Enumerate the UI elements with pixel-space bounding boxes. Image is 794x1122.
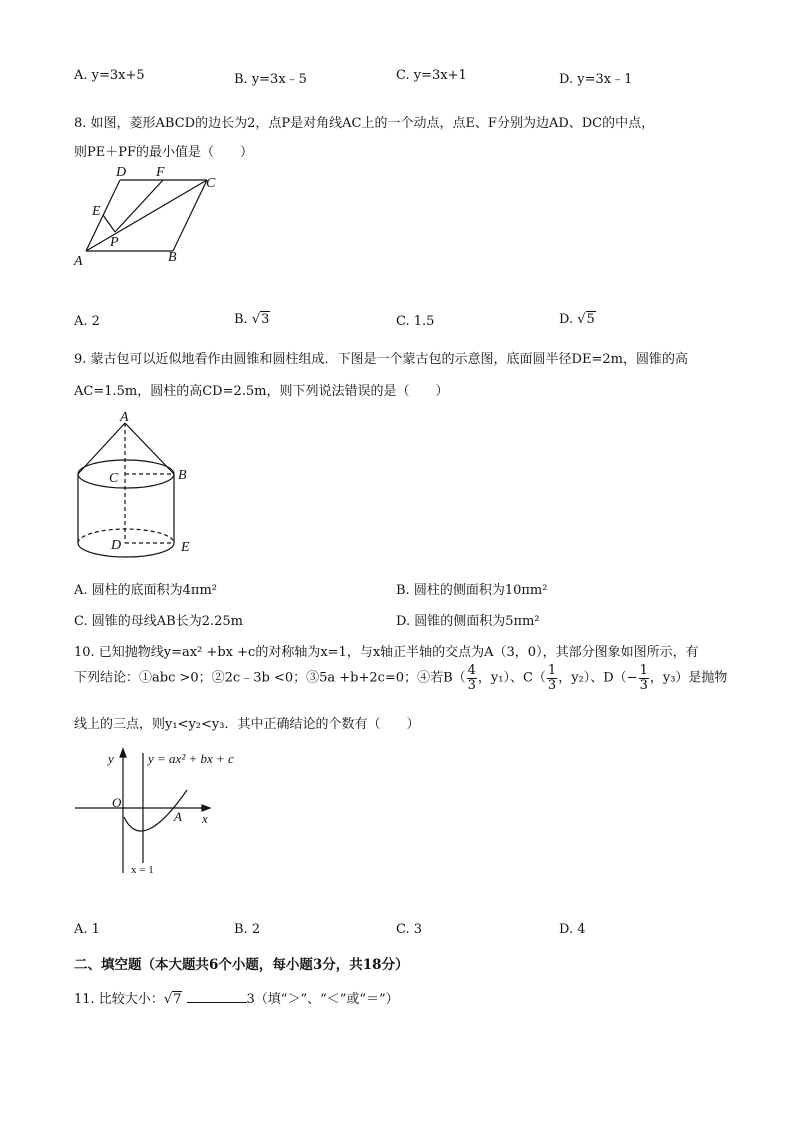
q10-frac-c: $\frac{1}{3}$ xyxy=(547,663,557,693)
q10-line2-part-a: 下列结论：①abc >0；②2c﹣3b <0；③5a +b+2c=0；④若B（ xyxy=(74,670,466,686)
q9-label-a: A xyxy=(120,410,129,425)
q8-option-d-sqrt: √5 xyxy=(577,312,595,327)
q9-label-b: B xyxy=(178,468,187,483)
q10-line2-part-c: ，y₂）、D（− xyxy=(558,670,638,686)
q10-stem-line2 xyxy=(74,664,727,692)
q10-label-equation: y = ax² + bx + c xyxy=(148,751,234,766)
q10-option-a[interactable]: A. 1 xyxy=(74,922,100,937)
q8-label-e: E xyxy=(92,204,101,219)
q9-label-c: C xyxy=(109,471,119,486)
q8-option-b[interactable] xyxy=(234,312,270,327)
q8-label-d: D xyxy=(116,165,127,180)
q11-answer-blank[interactable] xyxy=(187,990,247,1003)
q8-label-p: P xyxy=(110,235,119,250)
q7-option-c[interactable]: C. y=3x+1 xyxy=(396,68,467,83)
q8-label-a: A xyxy=(74,254,83,269)
q7-option-b[interactable]: B. y=3x﹣5 xyxy=(234,72,307,87)
q8-stem-line1: 8. 如图，菱形ABCD的边长为2，点P是对角线AC上的一个动点，点E、F分别为边AD、DC的中点， xyxy=(74,116,655,131)
q11-suffix: 3（填“＞”、“＜”或“＝”） xyxy=(246,992,399,1007)
q7-option-a[interactable]: A. y=3x+5 xyxy=(74,68,145,83)
q10-parabola-figure xyxy=(70,745,250,880)
q10-option-d[interactable]: D. 4 xyxy=(559,922,586,937)
q10-label-y: y xyxy=(108,751,114,766)
q9-label-d: D xyxy=(111,538,122,553)
q8-option-c[interactable]: C. 1.5 xyxy=(396,314,435,329)
q9-yurt-figure xyxy=(68,405,208,565)
q10-label-x: x xyxy=(202,811,208,826)
q9-option-d[interactable]: D. 圆锥的侧面积为5πm² xyxy=(396,614,540,629)
section-2-heading: 二、填空题（本大题共6个小题，每小题3分，共18分） xyxy=(74,957,409,973)
q8-option-b-prefix: B. xyxy=(234,312,252,327)
q10-stem-line3: 线上的三点，则y₁<y₂<y₃．其中正确结论的个数有（ ） xyxy=(74,717,420,732)
q9-stem-line2: AC=1.5m，圆柱的高CD=2.5m，则下列说法错误的是（ ） xyxy=(74,384,449,399)
q10-line2-part-b: ，y₁）、C（ xyxy=(477,670,546,686)
q10-stem-line1: 10. 已知抛物线y=ax² +bx +c的对称轴为x=1，与x轴正半轴的交点为A（3，0），其部分图象如图所示，有 xyxy=(74,645,699,660)
q8-rhombus-figure xyxy=(70,160,230,270)
q8-label-b: B xyxy=(168,250,177,265)
q11-sqrt: √7 xyxy=(163,992,182,1007)
q8-option-d[interactable] xyxy=(559,312,596,327)
q8-label-f: F xyxy=(156,165,165,180)
q11-prefix: 11. 比较大小： xyxy=(74,992,164,1007)
q9-label-e: E xyxy=(181,540,190,555)
q8-option-d-prefix: D. xyxy=(559,312,578,327)
q10-option-b[interactable]: B. 2 xyxy=(234,922,261,937)
q9-option-a[interactable]: A. 圆柱的底面积为4πm² xyxy=(74,583,218,598)
q10-frac-d: $\frac{1}{3}$ xyxy=(639,663,648,693)
q7-option-d[interactable]: D. y=3x﹣1 xyxy=(559,72,633,87)
q10-option-c[interactable]: C. 3 xyxy=(396,922,423,937)
q10-label-axis-eq: x = 1 xyxy=(131,864,154,876)
q10-label-a: A xyxy=(174,809,182,824)
q9-option-c[interactable]: C. 圆锥的母线AB长为2.25m xyxy=(74,614,243,629)
q9-option-b[interactable]: B. 圆柱的侧面积为10πm² xyxy=(396,583,548,598)
q10-frac-b: $\frac{4}{3}$ xyxy=(467,663,476,693)
q8-option-a[interactable]: A. 2 xyxy=(74,314,100,329)
q9-stem-line1: 9. 蒙古包可以近似地看作由圆锥和圆柱组成．下图是一个蒙古包的示意图，底面圆半径DE=2m，圆锥的高 xyxy=(74,352,688,367)
q8-option-b-sqrt: √3 xyxy=(251,312,270,327)
q8-stem-line2: 则PE＋PF的最小值是（ ） xyxy=(74,145,254,160)
q10-line2-part-d: ，y₃）是抛物 xyxy=(649,670,728,686)
q10-label-o: O xyxy=(112,795,122,810)
q8-label-c: C xyxy=(206,176,216,191)
q11-stem xyxy=(74,988,399,1007)
